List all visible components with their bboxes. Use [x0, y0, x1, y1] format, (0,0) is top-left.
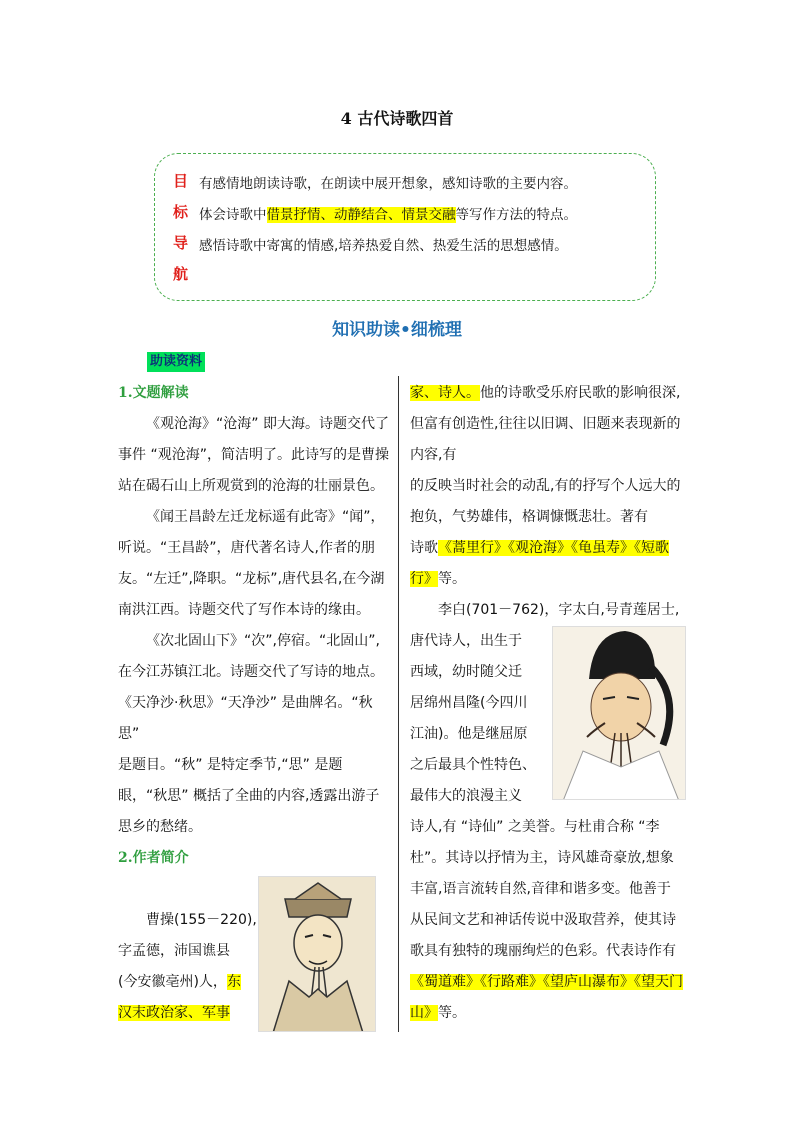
libai-rest: 诗人,有 “诗仙” 之美誉。与杜甫合称 “李杜”。其诗以抒情为主，诗风雄奇豪放,想象丰富,语言流转自然,音律和谐多变。他善于从民间文艺和神话传说中汲取营养，使其诗歌具有独特的瑰丽绚烂的色彩。代表诗作有 《蜀道难》《行路难》《望庐山瀑布》《望天门山》等。 — [410, 819, 683, 1021]
caocao-works-intro: 的反映当时社会的动乱,有的抒写个人远大的抱负，气势雄伟，格调慷慨悲壮。著有 — [410, 478, 681, 525]
caocao-portrait — [258, 876, 376, 1032]
paragraph-wen-wang: 《闻王昌龄左迁龙标遥有此寄》“闻”，听说。“王昌龄”，唐代著名诗人,作者的朋友。“左迁”,降职。“龙标”,唐代县名,在今湖南洪江西。诗题交代了写作本诗的缘由。 — [118, 509, 385, 618]
subhead-author-intro: 2.作者简介 — [118, 850, 189, 866]
goal-line-3: 感悟诗歌中寄寓的情感,培养热爱自然、热爱生活的思想感情。 — [199, 238, 568, 254]
section-title: 知识助读•细梳理 — [332, 320, 462, 340]
paragraph-guan-cang-hai: 《观沧海》“沧海” 即大海。诗题交代了事件 “观沧海”，简洁明了。此诗写的是曹操站在碣石山上所观赏到的沧海的壮丽景色。 — [118, 416, 389, 494]
subhead-title-interpretation: 1.文题解读 — [118, 385, 189, 401]
libai-portrait — [552, 626, 686, 800]
reading-material-tag: 助读资料 — [147, 352, 205, 372]
libai-wrapped-text: 唐代诗人，出生于 西域，幼时随父迁 居绵州昌隆(今四川 江油)。他是继屈原 之后最具个性特色、 最伟大的浪漫主义 — [410, 633, 536, 804]
libai-intro-first: 李白(701－762)，字太白,号青莲居士, — [438, 602, 680, 618]
caocao-works: 诗歌《蒿里行》《观沧海》《龟虽寿》《短歌行》等。 — [410, 540, 669, 587]
goal-label-3: 导 — [173, 234, 189, 252]
paragraph-ci-beigushan: 《次北固山下》“次”,停宿。“北固山”,在今江苏镇江北。诗题交代了写诗的地点。《天净沙·秋思》“天净沙” 是曲牌名。“秋思” — [118, 633, 384, 742]
column-divider — [398, 376, 399, 1032]
goal-highlight: 借景抒情、动静结合、情景交融 — [266, 207, 456, 223]
right-column — [410, 378, 684, 626]
goal-line-1: 有感情地朗读诗歌，在朗读中展开想象，感知诗歌的主要内容。 — [199, 176, 577, 192]
caocao-continued: 家、诗人。他的诗歌受乐府民歌的影响很深,但富有创造性,往往以旧调、旧题来表现新的内容,有 — [410, 385, 681, 463]
left-column — [118, 378, 390, 874]
goal-label-4: 航 — [173, 265, 189, 283]
learning-goals-box — [154, 153, 656, 301]
goal-label-1: 目 — [173, 172, 189, 190]
goal-label-2: 标 — [173, 203, 189, 221]
caocao-text: 曹操(155－220), 字孟德，沛国谯县 (今安徽亳州)人，东 汉末政治家、军事 — [118, 912, 257, 1021]
paragraph-qiusi: 是题目。“秋” 是特定季节,“思” 是题眼，“秋思” 概括了全曲的内容,透露出游子思乡的愁绪。 — [118, 757, 380, 835]
page-title: 4 古代诗歌四首 — [340, 109, 454, 128]
goal-line-2: 体会诗歌中借景抒情、动静结合、情景交融等写作方法的特点。 — [199, 207, 577, 223]
